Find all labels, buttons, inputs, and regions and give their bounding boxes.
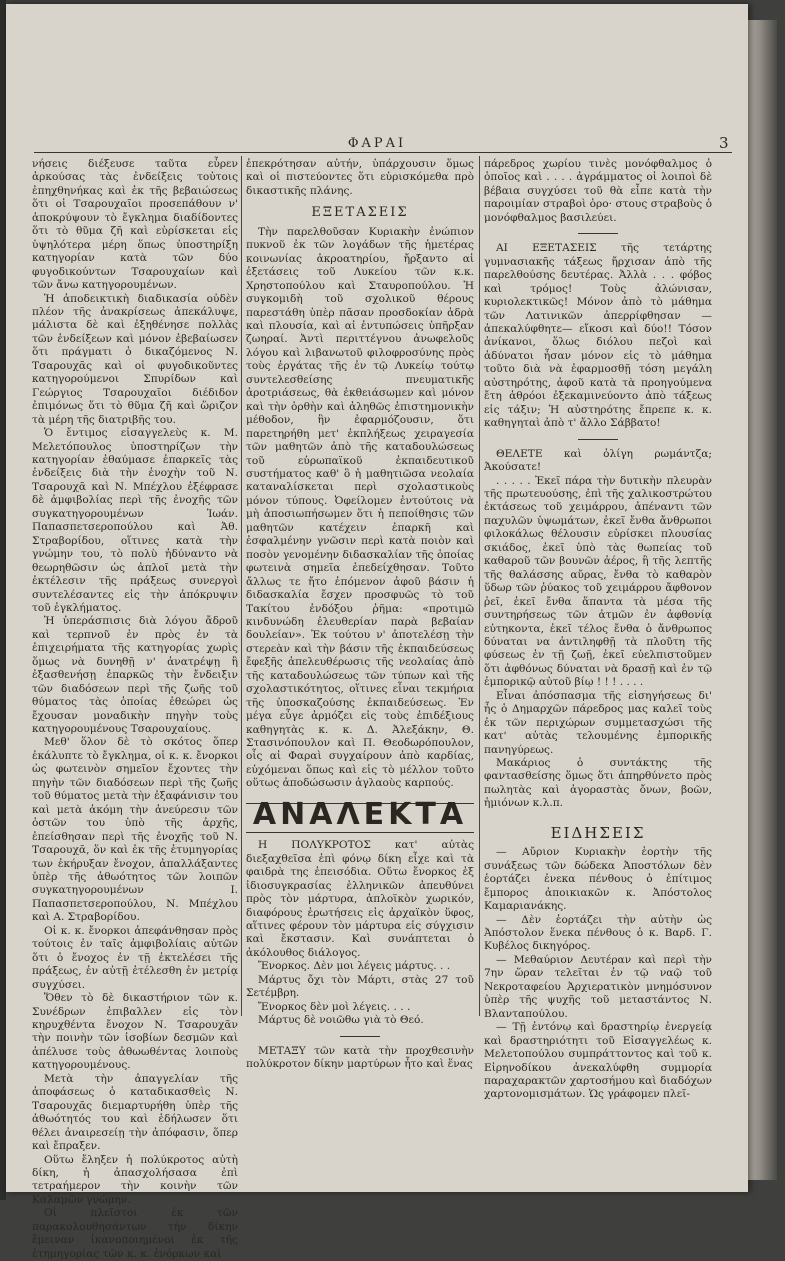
analekta-dialogue-line: Ἔνορκος. Δὲν μοι λέγεις μάρτυς. . . <box>258 960 451 973</box>
analekta-dialogue-line: Ἔνορκος δὲν μοὶ λέγεις. . . . <box>258 1000 411 1013</box>
newspaper-page <box>6 4 748 1260</box>
col3-intro: πάρεδρος χωρίου τινὲς μονόφθαλμος ὁ ὁποῖος καὶ . . . . ἀγράμματος οἱ λοιποὶ δὲ βέβαια συγχύσει τοῦ θὰ εἶπε κατὰ τὴν παροιμίαν στραβοὶ ὁρο· στους στραβοὺς ὁ μονόφθαλμος βασιλεύει. <box>484 158 712 224</box>
column-3 <box>484 158 712 1102</box>
exetaseis-heading: ΕΞΕΤΑΣΕΙΣ <box>311 205 409 221</box>
col1-paragraph: Οὕτω ἔληξεν ἡ πολύκροτος αὐτὴ δίκη, ἡ ἀπασχολήσασα ἐπὶ τετραήμερον τὴν κοινὴν τῶν Καλαμῶν γνώμην. <box>32 1153 238 1206</box>
eidiseis-paragraph: — Αὔριον Κυριακὴν ἑορτὴν τῆς συνάξεως τῶν δώδεκα Ἀποστόλων δὲν ἑορτάζει ἐνεκα πένθους ὁ ἐπίτιμος ἔμπορος ἀποικιακῶν κ. Ἀπόστολος Καμαριανάκης. <box>484 846 712 913</box>
separator-rule <box>578 233 618 234</box>
analekta-dialogue-line: Μάρτυς ὄχι τὸν Μάρτι, στὰς 27 τοῦ Σετέμβρη. <box>246 973 474 1000</box>
analekta-heading: ΑΝΑΛΕΚΤΑ <box>252 796 468 832</box>
col1-paragraph: Ὅθεν τὸ δὲ δικαστήριον τῶν κ. Συνέδρων ἐπιβαλλεν εἰς τὸν κηρυχθέντα ἔνοχον Ν. Τσαρουχᾶν τὴν ποινὴν τῶν ἰσοβίων δεσμῶν καὶ ἀπέλυσε τοὺς ἀθωωθέντας λοιποὺς κατηγορουμένους. <box>32 992 238 1072</box>
col1-paragraph: Οἱ πλεῖστοι ἐκ τῶν παρακολουθησάντων τὴν δίκην ἔμειναν ἱκανοποιημένοι ἐκ τῆς ἐτημηγορίας τῶν κ. κ. ἐνόρκων καὶ <box>32 1207 238 1260</box>
thelete-paragraph: ΘΕΛΕΤΕ καὶ ὀλίγη ρωμάντζα; Ἀκούσατε! <box>484 447 712 474</box>
separator-rule <box>340 1036 380 1037</box>
column-1 <box>32 158 238 1261</box>
exam-paragraph: ΑΙ ΕΞΕΤΑΣΕΙΣ τῆς τετάρτης γυμνασιακῆς τάξεως ἤρχισαν ἀπὸ τῆς παρελθούσης δευτέρας. Ἀλλὰ . . . φόβος καὶ τρόμος! Τοὺς ἀλώνισαν, κυριολεκτικῶς! Μόνον ἀπὸ τὸ μάθημα τῶν Λατινικῶν ἀπερρίφθησαν —ἀπεκαλύφθητε— εἴκοσι καὶ δύο!! Τόσον ἀνίκανοι, ὅλως διόλου πεζοὶ καὶ ἀδύνατοι ἦσαν μόνον εἰς τὸ μάθημα τοῦτο διὰ νὰ ἐφαρμοσθῇ τόση μεγάλη αὐστηρότης, ἀφοῦ κατὰ τὰ προηγούμενα ἔτη ἀθρόοι ἐξεκαμινεύοντο ἀπὸ τάξεως εἰς τάξιν; Ἡ αὐστηρότης ἔπρεπε κ. κ. καθηγηταὶ ἀπὸ τ' ἄλλο Σάββατο! <box>484 242 712 430</box>
col1-paragraph: Ἡ ἀποδεικτικὴ διαδικασία οὐδὲν πλέον τῆς ἀνακρίσεως ἀπεκάλυψε, μάλιστα δὲ καὶ ἐξηθένησε πολλὰς τῶν ἐνδείξεων καὶ μόνον ἐβεβαίωσεν ὅτι πράγματι ὁ δικαζόμενος Ν. Τσαρουχᾶς καὶ οἱ φυγοδικοῦντες κατηγορούμενοι Σπυρίδων καὶ Γεώργιος Τσαρουχαῖοι διέδιδον ἐπιμόνως ὅτι τὸ θῦμα ζῆ καὶ ὥριζον τὰ μέρη τῆς διατριβῆς του. <box>32 292 238 426</box>
running-head: ΦΑΡΑΙ <box>347 136 407 151</box>
eidiseis-paragraph: — Δὲν ἑορτάζει τὴν αὐτὴν ὡς Ἀπόστολον ἕνεκα πένθους ὁ κ. Βαρδ. Γ. Κυβέλος δικηγόρος. <box>484 913 712 953</box>
col1-paragraph: Μετὰ τὴν ἀπαγγελίαν τῆς ἀποφάσεως ὁ καταδικασθεὶς Ν. Τσαρουχᾶς διεμαρτυρήθη ὑπὲρ τῆς ἀθωότητός του καὶ ἐδήλωσεν ὅτι θέλει ἀναιρεσείῃ τὴν ἀπόφασιν, ὅπερ καὶ ἔπραξεν. <box>32 1072 238 1153</box>
column-2 <box>246 158 474 1072</box>
exetaseis-paragraph: Τὴν παρελθοῦσαν Κυριακὴν ἐνώπιον πυκνοῦ ἐκ τῶν λογάδων τῆς ἡμετέρας κοινωνίας ἀκροατηρίου, ἤρξαντο αἱ ἐξετάσεις τοῦ Λυκείου τῶν κ.κ. Χρηστοπούλου καὶ Σταυροπούλου. Ἡ συγκομιδὴ τοῦ σχολικοῦ θέρους παρεστάθη ὑπὲρ πᾶσαν προσδοκίαν ἀδρὰ καὶ πλουσία, καὶ αἱ ἐντυπώσεις ὑπῆρξαν ζωηραί. Ἀντὶ περιττέγνου ἀνωφελοῦς λόγου καὶ λιβανωτοῦ φιλοφροσύνης πρὸς τοὺς ἐργάτας τῆς ἐν τῷ Λυκείῳ τούτῳ συντελεσθείσης πνευματικῆς ἀροτριάσεως, θὰ ἐκθειάσωμεν καὶ μόνον καὶ τὴν ὁρθὴν καὶ ἀληθῶς ἐπιστημονικὴν μέθοδον, ἣν ἐφαρμόζουσιν, ὅτι παρετηρήθη μετ' ἐκπλήξεως χειραγεσία τῶν μαθητῶν ἀπὸ τῆς καταδουλώσεως τοῦ εὐρωπαϊκοῦ ἐκπαιδευτικοῦ συστήματος καθ' ὃ ἡ μαθητιῶσα νεολαία καταναλίσκεται περὶ σχολαστικοὺς μόνον τύπους. Ὀφείλομεν ἐντούτοις νὰ μὴ ἀποσιωπήσωμεν ὅτι ἡ πεποίθησις τῶν μαθητῶν κατέχειν ἐπαρκῆ καὶ ἐσφαλμένην γνῶσιν περὶ κατὰ ποιὸν καὶ ποσὸν γενομένην διδασκαλίαν τῆς ὁποίας φωτεινὰ σημεῖα ἐπεδείχθησαν. Τοῦτο ἄλλως τε ἤτο ἐπόμενον ἀφοῦ βάσιν ἡ διδασκαλία ἔσχεν προσφυῶς τὸ τοῦ Τακίτου ἐνδόξου ῥῆμα: «προτιμῶ κινδυνώδη ἐλευθερίαν παρὰ βεβαίαν δουλείαν». Ἐκ τούτου ν' ἀποτελέσῃ τὴν στερεὰν καὶ τὴν βάσιν τῆς ἐκπαιδεύσεως ἔφεξῆς ἀπελευθέρωσις τῆς νεολαίας ἀπὸ τῆς καταδουλώσεως τῶν τύπων καὶ τῆς σχολαστικότητος, οἵτινες εἶναι τεκμήρια τῆς ὑποσκαζούσης ἐκπαιδεύσεως. Ἐν μέγα εὖγε ἀρμόζει εἰς τοὺς ἐπιδέξιους καθηγητὰς κ. κ. Δ. Ἀλεξάκην, Θ. Στασινόπουλον καὶ Π. Θεοδωρόπουλον, οἷς αἱ Φαραὶ συγχαίρουν ἀπὸ καρδίας, εὐχόμεναι ὅπως καὶ εἰς τὸ μέλλον τοῦτο οὕτως ἀποδώσωσιν ἀγλαοὺς καρπούς. <box>246 225 474 790</box>
col1-paragraph: Οἱ κ. κ. ἔνορκοι ἀπεφάνθησαν πρὸς τούτοις ἐν ταῖς ἀμφιβολίαις αὐτῶν ὅτι ὁ ἔνοχος ἐν τῇ ἐκτελέσει τῆς πράξεως, ἐν αὐτῇ ἐτέλεσθη ἐν μετρίᾳ συγχύσει. <box>32 924 238 991</box>
thelete-paragraph: Μακάριος ὁ συντάκτης τῆς φαντασθείσης ὅμως ὅτι ἀπηρθύνετο πρὸς πωλητὰς καὶ ἀγοραστὰς ὄνων, βοῶν, ἡμιόνων κ.λ.π. <box>484 757 712 810</box>
col1-paragraph: Ἡ ὑπεράσπισις διὰ λόγου ἄδροῦ καὶ τερπνοῦ ἐν πρὸς ἐν τὰ ἐπιχειρήματα τῆς κατηγορίας χωρὶς ὅμως νὰ δυνηθῇ ν' ἀνατρέψῃ ἢ ἐξασθενήσῃ ἐπαρκῶς τὴν ἔνδειξιν τῶν διαδόσεων περὶ τῆς ζωῆς τοῦ θύματος τὰς ὁποίας ἐθεώρει ὡς ἔχουσαν μοναδικὴν πηγὴν τοὺς κατηγορουμένους Τσαρουχαίους. <box>32 615 238 736</box>
thelete-paragraph: Εἶναι ἀπόσπασμα τῆς εἰσηγήσεως δι' ἧς ὁ Δημαρχῶν πάρεδρος μας καλεῖ τοὺς ἐκ τῶν περιχώρων συμμετασχώσι τῆς κατ' αὐτὰς τελουμένης ἐμπορικῆς πανηγύρεως. <box>484 689 712 756</box>
separator-rule <box>578 439 618 440</box>
col1-paragraph: Μεθ' ὅλον δὲ τὸ σκότος ὅπερ ἐκάλυπτε τὸ ἔγκλημα, οἱ κ. κ. ἔνορκοι ὡς φωτεινὸν σημεῖον ἔχοντες τὴν πηγὴν τῶν διαδόσεων περὶ τῆς ζωῆς τοῦ θύματος μετὰ τὴν ἐξαφάνισιν του καὶ μετὰ ἀκόμη τὴν ἀνεύρεσιν τῶν ὀστῶν του ὑπὸ τῆς ἀρχῆς, ἐπείσθησαν περὶ τῆς ἐνοχῆς τοῦ Ν. Τσαρουχᾶ, ὅν καὶ ἐκ τῆς ἐτυμηγορίας των ἐκήρυξαν ἔνοχον, ἀπαλλάξαντες ὑπὲρ τῆς ἀθωότητος τῶν λοιπῶν συγκατηγορουμένων Ι. Παπασπετσεροπούλου, Ν. Μπέχλου καὶ Α. Στραβορίδου. <box>32 736 238 924</box>
col2-intro: ἐπεκρότησαν αὐτήν, ὑπάρχουσιν ὅμως καὶ οἱ πιστεύοντες ὅτι εὑρισκόμεθα πρὸ δικαστικῆς πλάνης. <box>246 158 474 197</box>
analekta-banner <box>246 796 474 833</box>
column-divider-1 <box>241 156 242 1016</box>
analekta-paragraph: Η ΠΟΛΥΚΡΟΤΟΣ κατ' αὐτὰς διεξαχθεῖσα ἐπὶ φόνῳ δίκη εἶχε καὶ τὰ φαιδρὰ της ἐπεισόδια. Οὕτω ἔνορκος ἐξ ἰδιοσυγκρασίας ἑλληνικῶν ἀπευθύνει πρὸς τὸν μάρτυρα, ἁπλοϊκὸν χωρικόν, διαφόρους ἐρωτήσεις εἰς ἀρχαϊκὸν ὕφος, αἵτινες φέρουν τὸν μάρτυρα εἰς σύγχισιν καὶ ἔκστασιν. Καὶ συνάπτεται ὁ ἀκόλουθος διάλογος. <box>246 839 474 959</box>
header-rule <box>34 152 732 153</box>
eidiseis-heading: ΕΙΔΗΣΕΙΣ <box>550 823 646 842</box>
eidiseis-paragraph: — Μεθαύριον Δευτέραν καὶ περὶ τὴν 7ην ὥραν τελεῖται ἐν τῷ ναῷ τοῦ Νεκροταφείου Ἀρχιερατικὸν μνημόσυνον ὑπὲρ τῆς ψυχῆς τοῦ μεταστάντος Ν. Βλανταπούλου. <box>484 953 712 1020</box>
col1-paragraph: νήσεις διέξευσε ταῦτα εὗρεν ἀρκούσας τὰς ἐνδείξεις τοὐτοις ἐπηχθηνήκας καὶ ἐκ τῆς βεβαιώσεως ὅτι οἱ Τσαρουχαῖοι προσεπάθουν ν' ἀποκρύψουν τὸ ἔγκλημα διαδίδοντες ὅτι τὸ θῦμα ζῆ καὶ εὑρίσκεται εἰς ὑψηλότερα μέρη ὅπως ὑποστηρίξη κατηγορίαν κατὰ τῶν δύο φυγοδικούντων Τσαρουχαίων καὶ τῶν ἄνω κατηγορουμένων. <box>32 158 238 292</box>
page-number: 3 <box>719 134 729 152</box>
analekta-dialogue-line: Μάρτυς δὲ νοιῶθω γιὰ τὸ Θεό. <box>258 1014 424 1027</box>
eidiseis-paragraph: — Τῇ ἐντόνῳ καὶ δραστηρίῳ ἐνεργείᾳ καὶ δραστηριότητι τοῦ Εἰσαγγελέως κ. Μελετοπούλου συμπράττοντος καὶ τοῦ κ. Εἰρηνοδίκου ἀνεκαλύφθη συμμορία παραχαρακτῶν χαρτοσήμου καὶ διαδόχων χαρτονομισμάτων. Ὡς γράφομεν πλεῖ- <box>484 1021 712 1101</box>
column-divider-2 <box>479 156 480 1016</box>
thelete-paragraph: . . . . . Ἐκεῖ πάρα τὴν δυτικὴν πλευρὰν τῆς πρωτευούσης, ἐπὶ τῆς χαλικοστρώτου ἐκτάσεως τοῦ χειμάρρου, ἀπέναντι τῶν παχυλῶν ὑψωμάτων, ἐκεῖ ἔνθα ἄνθρωποι φιλοκάλως θέλουσιν εὑρίσκει πλουσίας σκιάδος, ἐκεῖ ὑπὸ τὰς θωπείας τοῦ καθαροῦ τῶν βουνῶν ἀέρος, ἢ τῆς λεπτῆς τῆς θαλάσσης αὔρας, ἔνθα τὸ καθαρὸν ὕδωρ τῶν ῥύακος τοῦ χειμάρρου ἄφθονον ῥεῖ, ἐκεῖ ἔνθα ἅπαντα τὰ μέσα τῆς συντηρήσεως τῶν ἀτμῶν ἐν ἀφθονίᾳ εὐτηκοντα, ἐκεῖ τέλος ἔνθα ὁ ἄνθρωπος δύναται να ἀντιληφθῇ τὰ πλοῦτη τῆς φύσεως ἐν τῇ ζωῇ, ἐκεῖ εὐελπιστοῦμεν ὅτι ἀφθόνως δύναται νὰ δρασῇ καὶ ἐν τῷ ἐμπορικῷ αὐτοῦ βίῳ ! ! ! . . . . <box>484 474 712 689</box>
col1-paragraph: Ὁ ἔντιμος εἰσαγγελεὺς κ. Μ. Μελετόπουλος ὑποστηρίζων τὴν κατηγορίαν ἐθαύμασε ἐπαρκεῖς τὰς ἐνδείξεις διὰ τὴν ἐνοχὴν τοῦ Ν. Τσαρουχᾶ καὶ Ν. Μπέχλου ἐξέφρασε δὲ ἀμφιβολίας περὶ τῆς ἐνοχῆς τῶν συγκατηγορουμένων Ἰωάν. Παπασπετσεροπούλου καὶ Ἀθ. Στραβορίδου, οἵτινες κατὰ τὴν γνώμην του, τὸ πολὺ ἠδύναντο νὰ θεωρηθῶσιν ὡς ἁπλοῖ μετὰ τὴν ἐκτέλεσιν τῆς πράξεως συνεργοὶ συντελέσαντες εἰς τὴν ἀπόκρυψιν τοῦ ἐγκλήματος. <box>32 427 238 614</box>
metaxy-paragraph: ΜΕΤΑΞΥ τῶν κατὰ τὴν προχθεσινὴν πολύκροτον δίκην μαρτύρων ἦτο καὶ ἕνας <box>246 1044 474 1071</box>
